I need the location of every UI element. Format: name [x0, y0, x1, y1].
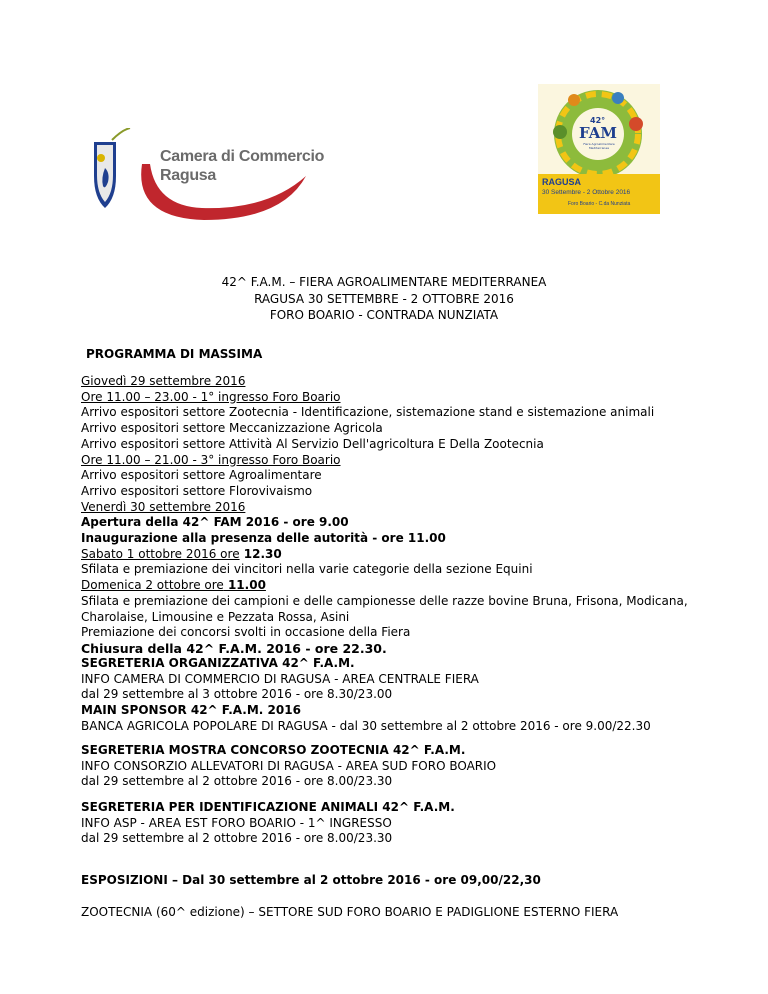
sabato-item-1: Sfilata e premiazione dei vincitori nella varie categorie della sezione Equini — [81, 562, 533, 577]
section-title: MAIN SPONSOR 42^ F.A.M. 2016 — [81, 703, 301, 717]
venerdi-item-1: Apertura della 42^ FAM 2016 - ore 9.00 — [81, 515, 349, 530]
fam-poster-city: RAGUSA — [542, 177, 582, 187]
domenica-item-1: Sfilata e premiazione dei campioni e delle campionesse delle razze bovine Bruna, Frisona, Modicana, — [81, 593, 688, 608]
esposizioni-line-1: ZOOTECNIA (60^ edizione) – SETTORE SUD FORO BOARIO E PADIGLIONE ESTERNO FIERA — [81, 904, 619, 919]
closing-line: Chiusura della 42^ F.A.M. 2016 - ore 22.30. — [81, 640, 387, 656]
giovedi-slot-1: Ore 11.00 – 23.00 - 1° ingresso Foro Boario — [81, 389, 341, 404]
section-segreteria-zootecnia — [81, 743, 496, 790]
fam-poster-number: 42° — [590, 116, 606, 125]
venerdi-date: Venerdì 30 settembre 2016 — [81, 499, 246, 514]
sabato-date: Sabato 1 ottobre 2016 ore — [81, 546, 240, 561]
giovedi-slot-2: Ore 11.00 – 21.00 - 3° ingresso Foro Boario — [81, 452, 341, 467]
section-title: SEGRETERIA PER IDENTIFICAZIONE ANIMALI 42^ F.A.M. — [81, 800, 455, 814]
section-line: dal 29 settembre al 2 ottobre 2016 - ore 8.00/23.30 — [81, 831, 393, 846]
giovedi-item-5: Arrivo espositori settore Florovivaismo — [81, 483, 313, 498]
section-esposizioni — [81, 873, 618, 920]
sabato-line — [81, 547, 688, 563]
section-line: INFO CONSORZIO ALLEVATORI DI RAGUSA - AREA SUD FORO BOARIO — [81, 758, 497, 773]
domenica-line — [81, 578, 688, 594]
venerdi-item-2: Inaugurazione alla presenza delle autorità - ore 11.00 — [81, 531, 446, 546]
section-title: SEGRETERIA ORGANIZZATIVA 42^ F.A.M. — [81, 656, 355, 670]
section-line: INFO CAMERA DI COMMERCIO DI RAGUSA - AREA CENTRALE FIERA — [81, 671, 479, 686]
section-main-sponsor — [81, 703, 651, 734]
section-title: SEGRETERIA MOSTRA CONCORSO ZOOTECNIA 42^ F.A.M. — [81, 743, 466, 757]
title-line-1: 42^ F.A.M. – FIERA AGROALIMENTARE MEDITERRANEA — [221, 275, 547, 289]
giovedi-item-2: Arrivo espositori settore Meccanizzazione Agricola — [81, 421, 383, 436]
section-line: INFO ASP - AREA EST FORO BOARIO - 1^ INGRESSO — [81, 815, 392, 830]
giovedi-date: Giovedì 29 settembre 2016 — [81, 374, 246, 388]
giovedi-item-1: Arrivo espositori settore Zootecnia - Identificazione, sistemazione stand e sistemazione animali — [81, 405, 655, 420]
domenica-date: Domenica 2 ottobre ore — [81, 578, 224, 593]
programma-heading: PROGRAMMA DI MASSIMA — [86, 347, 263, 361]
programma-block — [81, 374, 688, 657]
sabato-time: 12.30 — [239, 546, 282, 561]
fam-poster-dates: 30 Settembre - 2 Ottobre 2016 — [542, 189, 631, 196]
giovedi-item-3: Arrivo espositori settore Attività Al Servizio Dell'agricoltura E Della Zootecnia — [81, 436, 544, 451]
section-segreteria-organizzativa — [81, 656, 479, 703]
camera-di-commercio-logo — [92, 128, 325, 223]
domenica-time: 11.00 — [223, 578, 266, 593]
fam-poster-name: FAM — [579, 124, 618, 142]
title-line-3: FORO BOARIO - CONTRADA NUNZIATA — [269, 308, 499, 322]
fam-poster-location: Foro Boario - C.da Nunziata — [568, 201, 631, 207]
fam-poster-image — [538, 84, 660, 214]
document-title — [0, 274, 768, 324]
esposizioni-title: ESPOSIZIONI – Dal 30 settembre al 2 ottobre 2016 - ore 09,00/22,30 — [81, 873, 541, 887]
section-line: dal 29 settembre al 2 ottobre 2016 - ore 8.00/23.30 — [81, 774, 393, 789]
section-line: BANCA AGRICOLA POPOLARE DI RAGUSA - dal 30 settembre al 2 ottobre 2016 - ore 9.00/22.30 — [81, 718, 651, 733]
camera-logo-line1: Camera di Commercio — [160, 148, 325, 165]
giovedi-item-4: Arrivo espositori settore Agroalimentare — [81, 468, 322, 483]
domenica-item-2: Charolaise, Limousine e Pezzata Rossa, Asini — [81, 609, 350, 624]
camera-logo-line2: Ragusa — [160, 167, 216, 184]
section-identificazione-animali — [81, 800, 455, 847]
title-line-2: RAGUSA 30 SETTEMBRE - 2 OTTOBRE 2016 — [254, 291, 514, 306]
spacer — [81, 889, 618, 905]
fam-poster-subtitle: Fiera Agroalimentare Mediterranea — [583, 142, 615, 150]
domenica-item-3: Premiazione dei concorsi svolti in occasione della Fiera — [81, 625, 411, 640]
section-line: dal 29 settembre al 3 ottobre 2016 - ore 8.30/23.00 — [81, 687, 393, 702]
